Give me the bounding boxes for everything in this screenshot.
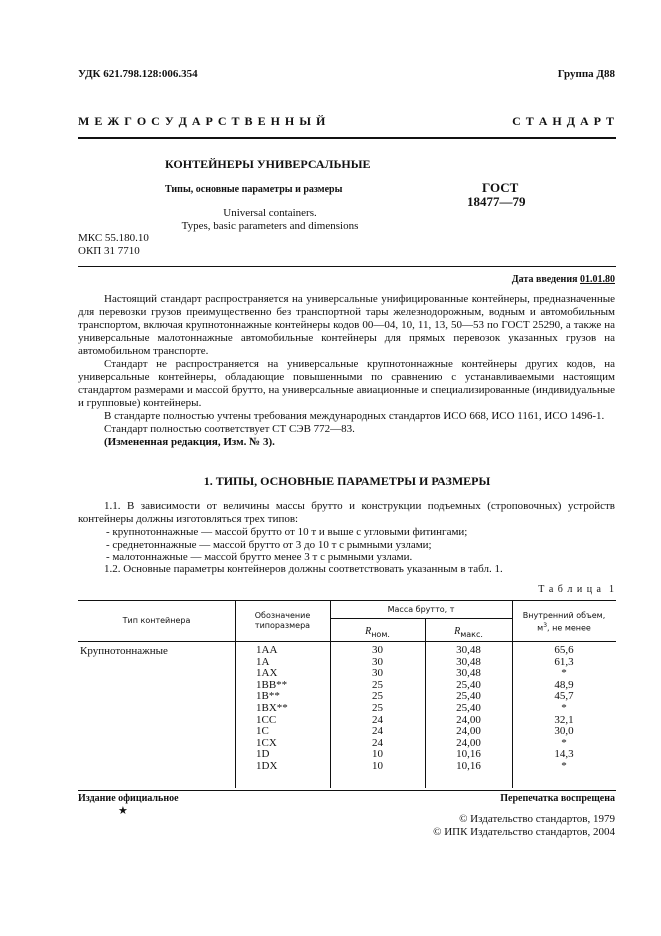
bullet-2: - среднетоннажные — массой брутто от 3 до 10 т с рымными узлами;: [106, 538, 432, 551]
cell-volume: 45,7: [554, 690, 574, 703]
th-volume-1: Внутренний объем,: [522, 611, 606, 620]
cell-max: 30,48: [456, 667, 481, 680]
th-nom-r: R: [365, 626, 372, 637]
cell-volume: *: [561, 667, 567, 680]
page-title: КОНТЕЙНЕРЫ УНИВЕРСАЛЬНЫЕ: [165, 157, 371, 171]
intro-text: [78, 293, 615, 449]
cell-nom: 10: [372, 748, 383, 761]
intro-p5: (Измененная редакция, Изм. № 3).: [104, 436, 275, 448]
banner-right: С Т А Н Д А Р Т: [512, 114, 615, 128]
cell-volume: 48,9: [554, 678, 574, 691]
section-heading: 1. ТИПЫ, ОСНОВНЫЕ ПАРАМЕТРЫ И РАЗМЕРЫ: [203, 474, 491, 488]
th-nom-sub: ном.: [371, 630, 390, 639]
th-designation-1: Обозначение: [254, 611, 311, 620]
cell-designation: 1C: [256, 725, 269, 738]
cell-nom: 25: [372, 702, 383, 714]
table-row: [78, 726, 616, 738]
bullet-list: [106, 526, 467, 564]
table-row: [78, 715, 616, 727]
cell-designation: 1D: [256, 748, 270, 761]
intro-p2: Стандарт не распространяется на универсальные крупнотоннажные контейнеры других кодов, на универсальные контейнеры, обладающие повышенными по сравнению с устанавливаемыми настоящим стандартом размерами и массой брутто, на универсальные авиационные и специализированные (индивидуальные и групповые) контейнеры.: [78, 358, 615, 409]
title-rule: [78, 266, 616, 267]
table-head-rule: [78, 641, 616, 642]
page-subtitle: Типы, основные параметры и размеры: [165, 184, 343, 195]
banner-rule: [78, 137, 616, 139]
table-row: [78, 668, 616, 680]
cell-max: 25,40: [456, 702, 481, 714]
banner-left: М Е Ж Г О С У Д А Р С Т В Е Н Н Ы Й: [78, 114, 327, 128]
gost-number: 18477—79: [467, 194, 526, 209]
copyright-1979: © Издательство стандартов, 1979: [459, 813, 615, 825]
cell-nom: 24: [372, 736, 383, 749]
table-row: [78, 761, 616, 773]
th-nom: [330, 626, 425, 640]
table-row: [78, 657, 616, 669]
cell-nom: 25: [372, 678, 383, 691]
date-of-introduction: [512, 274, 615, 285]
cell-nom: 24: [372, 725, 383, 738]
cell-volume: 61,3: [554, 655, 574, 668]
th-volume-suffix: , не менее: [547, 623, 591, 633]
section-p1-text: 1.1. В зависимости от величины массы брутто и конструкции подъемных (строповочных) устройств контейнеры должны изготовляться трех типов:: [78, 500, 615, 525]
cell-volume: 14,3: [554, 748, 574, 761]
cell-max: 30,48: [456, 644, 481, 656]
mass-sub-rule: [330, 618, 512, 619]
table-row: [78, 749, 616, 761]
cell-designation: 1AA: [256, 644, 278, 656]
cell-volume: 32,1: [554, 713, 574, 726]
section-p2-text: 1.2. Основные параметры контейнеров должны соответствовать указанным в табл. 1.: [104, 563, 503, 575]
official-edition: Издание официальное: [78, 793, 179, 804]
cell-nom: 10: [372, 760, 383, 772]
th-volume: [512, 611, 616, 634]
th-mass: Масса брутто, т: [387, 605, 455, 614]
cell-designation: 1BB**: [256, 678, 288, 691]
intro-p1: Настоящий стандарт распространяется на универсальные унифицированные контейнеры, предназначенные для перевозки грузов преимущественно без транспортной тары железнодорожным, водным и автомобильным транспортом, включая крупнотоннажные контейнеры кодов 00—04, 10, 11, 13, 50—53 по ГОСТ 25290, а также на универсальные малотоннажные автомобильные контейнеры для прямых перевозок указанных грузов на автомобильном транспорте.: [78, 293, 615, 357]
cell-volume: 30,0: [554, 725, 574, 738]
intro-p4: Стандарт полностью соответствует СТ СЭВ 772—83.: [104, 423, 355, 435]
cell-max: 24,00: [456, 736, 481, 749]
th-designation-2: типоразмера: [254, 621, 311, 630]
table-row: [78, 680, 616, 692]
cell-volume: 65,6: [554, 644, 574, 656]
cell-designation: 1CC: [256, 713, 277, 726]
section-p2: [78, 563, 615, 576]
cell-designation: 1AX: [256, 667, 278, 680]
table-row: [78, 645, 616, 657]
cell-nom: 30: [372, 667, 383, 680]
cell-max: 10,16: [456, 760, 481, 772]
cell-max: 24,00: [456, 725, 481, 738]
th-max-sub: макс.: [460, 630, 483, 639]
title-en-1: Universal containers.: [223, 207, 317, 219]
cell-max: 30,48: [456, 655, 481, 668]
table-caption: Т а б л и ц а 1: [538, 584, 615, 595]
cell-nom: 24: [372, 713, 383, 726]
cell-max: 25,40: [456, 678, 481, 691]
cell-designation: 1A: [256, 655, 270, 668]
okp-code: ОКП 31 7710: [78, 245, 140, 257]
table-row: [78, 703, 616, 715]
cell-designation: 1B**: [256, 690, 280, 703]
th-max-r: R: [454, 626, 461, 637]
cell-volume: *: [561, 736, 567, 749]
cell-designation: 1BX**: [256, 702, 288, 714]
cell-volume: *: [561, 760, 567, 772]
cell-designation: 1DX: [256, 760, 278, 772]
intro-p3: В стандарте полностью учтены требования международных стандартов ИСО 668, ИСО 1161, ИСО 1496-1.: [104, 410, 605, 422]
cell-designation: 1CX: [256, 736, 277, 749]
gost-label: ГОСТ: [482, 180, 519, 195]
th-volume-sup: 3: [543, 622, 548, 629]
cell-volume: *: [561, 702, 567, 714]
th-volume-unit: м: [537, 623, 544, 633]
bullet-3: - малотоннажные — массой брутто менее 3 т с рымными узлами.: [106, 551, 413, 563]
table-top-rule: [78, 600, 616, 601]
th-designation: [235, 611, 330, 631]
cell-nom: 30: [372, 644, 383, 656]
cell-nom: 25: [372, 690, 383, 703]
table-row: [78, 691, 616, 703]
th-max: [425, 626, 512, 640]
th-volume-2: [512, 621, 616, 634]
group-code: Группа Д88: [557, 68, 615, 80]
bullet-1: - крупнотоннажные — массой брутто от 10 т и выше с угловыми фитингами;: [106, 526, 468, 538]
cell-nom: 30: [372, 655, 383, 668]
th-type: Тип контейнера: [122, 616, 191, 625]
cell-max: 10,16: [456, 748, 481, 761]
reprint-prohibited: Перепечатка воспрещена: [500, 793, 615, 804]
date-value: 01.01.80: [580, 274, 615, 285]
mks-code: МКС 55.180.10: [78, 232, 149, 244]
udk-code: УДК 621.798.128:006.354: [78, 68, 198, 80]
cell-max: 24,00: [456, 713, 481, 726]
date-label: Дата введения: [511, 274, 578, 285]
table-group-label: Крупнотоннажные: [80, 645, 168, 657]
section-p1: [78, 500, 615, 526]
copyright-2004: © ИПК Издательство стандартов, 2004: [433, 826, 615, 838]
footer-rule: [78, 790, 616, 791]
title-en-2: Types, basic parameters and dimensions: [181, 220, 359, 232]
star-icon: ★: [118, 804, 128, 817]
cell-max: 25,40: [456, 690, 481, 703]
table-row: [78, 738, 616, 750]
